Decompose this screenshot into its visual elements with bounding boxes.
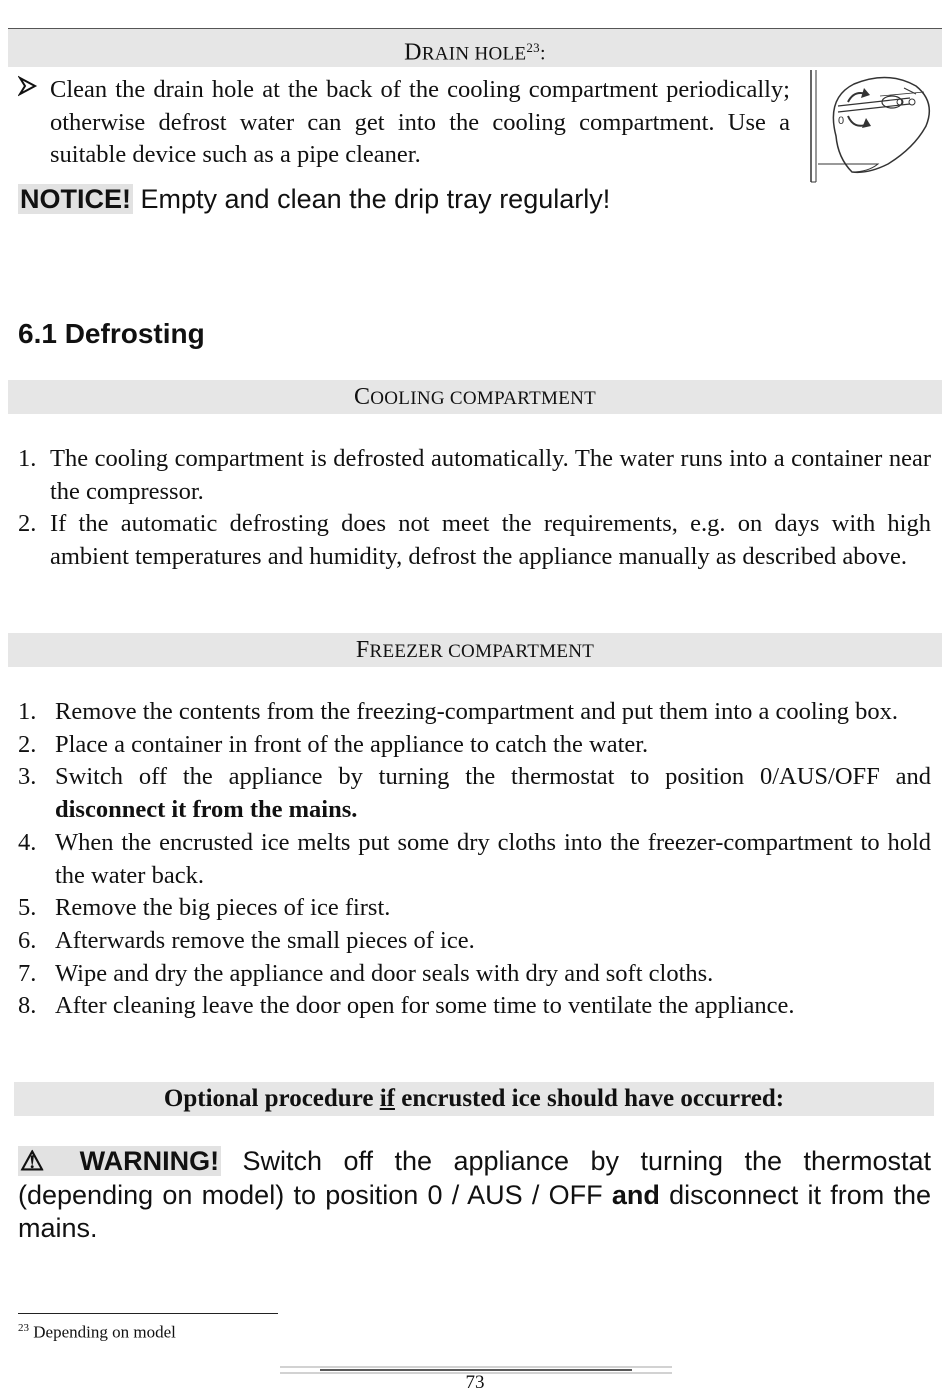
step-text: Remove the contents from the freezing-compartment and put them into a cooling box. bbox=[55, 698, 898, 725]
freezer-title-cap: F bbox=[355, 637, 370, 663]
list-item bbox=[18, 761, 931, 826]
step-text: After cleaning leave the door open for some time to ventilate the appliance. bbox=[55, 992, 795, 1020]
cooling-compartment-heading-bar bbox=[8, 380, 942, 414]
drain-hole-heading-bar bbox=[8, 28, 942, 67]
step-number: 1. bbox=[18, 445, 37, 472]
drain-hole-text: Clean the drain hole at the back of the cooling compartment periodically; otherwise defrost water can get into the cooling compartment. Use a suitable device such as a pipe cleaner. bbox=[50, 76, 790, 169]
step-text: Wipe and dry the appliance and door seals with dry and soft cloths. bbox=[55, 959, 714, 987]
freezer-title-rest: REEZER COMPARTMENT bbox=[369, 641, 595, 662]
step-number: 5. bbox=[18, 894, 37, 922]
notice-label: NOTICE! bbox=[20, 184, 131, 214]
warning-triangle-icon: ⚠ bbox=[20, 1146, 59, 1176]
optional-procedure-heading bbox=[14, 1082, 934, 1116]
notice-text: Empty and clean the drip tray regularly! bbox=[133, 184, 611, 214]
step-text: If the automatic defrosting does not meet the requirements, e.g. on days with high ambient temperatures and humidity, defrost the appliance manually as described above. bbox=[50, 510, 931, 571]
freezer-compartment-heading-bar bbox=[8, 633, 942, 667]
list-item bbox=[18, 729, 931, 762]
drain-hole-title-cap: D bbox=[404, 39, 422, 66]
arrow-bullet-icon bbox=[18, 74, 48, 107]
notice-line bbox=[18, 182, 610, 216]
list-item bbox=[18, 696, 931, 729]
list-item bbox=[18, 827, 931, 892]
warning-label: WARNING! bbox=[58, 1146, 220, 1176]
warning-text-end: disconnect it from the mains. bbox=[18, 1179, 931, 1243]
optional-text-before: Optional procedure bbox=[163, 1085, 380, 1112]
footnote-reference: 23 bbox=[526, 40, 540, 55]
footnote-divider bbox=[18, 1313, 278, 1314]
warning-bold-text: and bbox=[611, 1179, 660, 1210]
freezer-steps-list bbox=[18, 696, 931, 1023]
warning-label-box bbox=[18, 1146, 221, 1176]
step-number: 3. bbox=[18, 763, 37, 791]
cooling-title-rest: OOLING COMPARTMENT bbox=[370, 388, 597, 409]
step-number: 6. bbox=[18, 926, 37, 954]
step-text: Remove the big pieces of ice first. bbox=[55, 894, 391, 922]
step-text: Place a container in front of the appliance to catch the water. bbox=[55, 730, 649, 758]
footer-divider bbox=[280, 1362, 672, 1372]
step-text: Afterwards remove the small pieces of ice. bbox=[55, 926, 475, 954]
list-item bbox=[18, 892, 931, 925]
drain-hole-title-suffix: : bbox=[539, 42, 546, 65]
drain-hole-title-rest: RAIN HOLE bbox=[421, 43, 527, 65]
warning-paragraph bbox=[18, 1145, 931, 1246]
footnote-text: Depending on model bbox=[29, 1322, 176, 1342]
step-number: 4. bbox=[18, 828, 37, 856]
step-number: 1. bbox=[18, 698, 37, 725]
optional-text-after: encrusted ice should have occurred: bbox=[394, 1085, 785, 1112]
step-number: 2. bbox=[18, 730, 37, 758]
step-text: The cooling compartment is defrosted automatically. The water runs into a container near the compressor. bbox=[50, 445, 931, 505]
step-number: 2. bbox=[18, 510, 37, 538]
footnote bbox=[18, 1322, 176, 1343]
drain-hole-cleaning-illustration-icon bbox=[808, 68, 940, 186]
cooling-steps-list bbox=[18, 443, 931, 574]
step-bold-text: disconnect it from the mains. bbox=[55, 796, 358, 824]
section-heading-defrosting: 6.1 Defrosting bbox=[18, 318, 205, 349]
step-number: 8. bbox=[18, 992, 37, 1020]
cooling-title-cap: C bbox=[353, 384, 371, 410]
warning-text: Switch off the appliance by turning the thermostat (depending on model) to position 0 / AUS / OFF bbox=[18, 1146, 931, 1210]
step-text: Switch off the appliance by turning the thermostat to position 0/AUS/OFF and bbox=[55, 763, 931, 791]
list-item bbox=[18, 508, 931, 573]
list-item bbox=[18, 925, 931, 958]
optional-text-underlined: if bbox=[379, 1085, 395, 1112]
drain-hole-paragraph bbox=[18, 74, 790, 172]
list-item bbox=[18, 958, 931, 991]
list-item bbox=[18, 990, 931, 1023]
figure-label: 0 bbox=[838, 115, 845, 127]
step-number: 7. bbox=[18, 959, 37, 987]
list-item bbox=[18, 443, 931, 508]
footnote-number: 23 bbox=[18, 1322, 29, 1334]
page-number: 73 bbox=[465, 1372, 485, 1393]
step-text: When the encrusted ice melts put some dry cloths into the freezer-compartment to hold the water back. bbox=[55, 828, 931, 889]
